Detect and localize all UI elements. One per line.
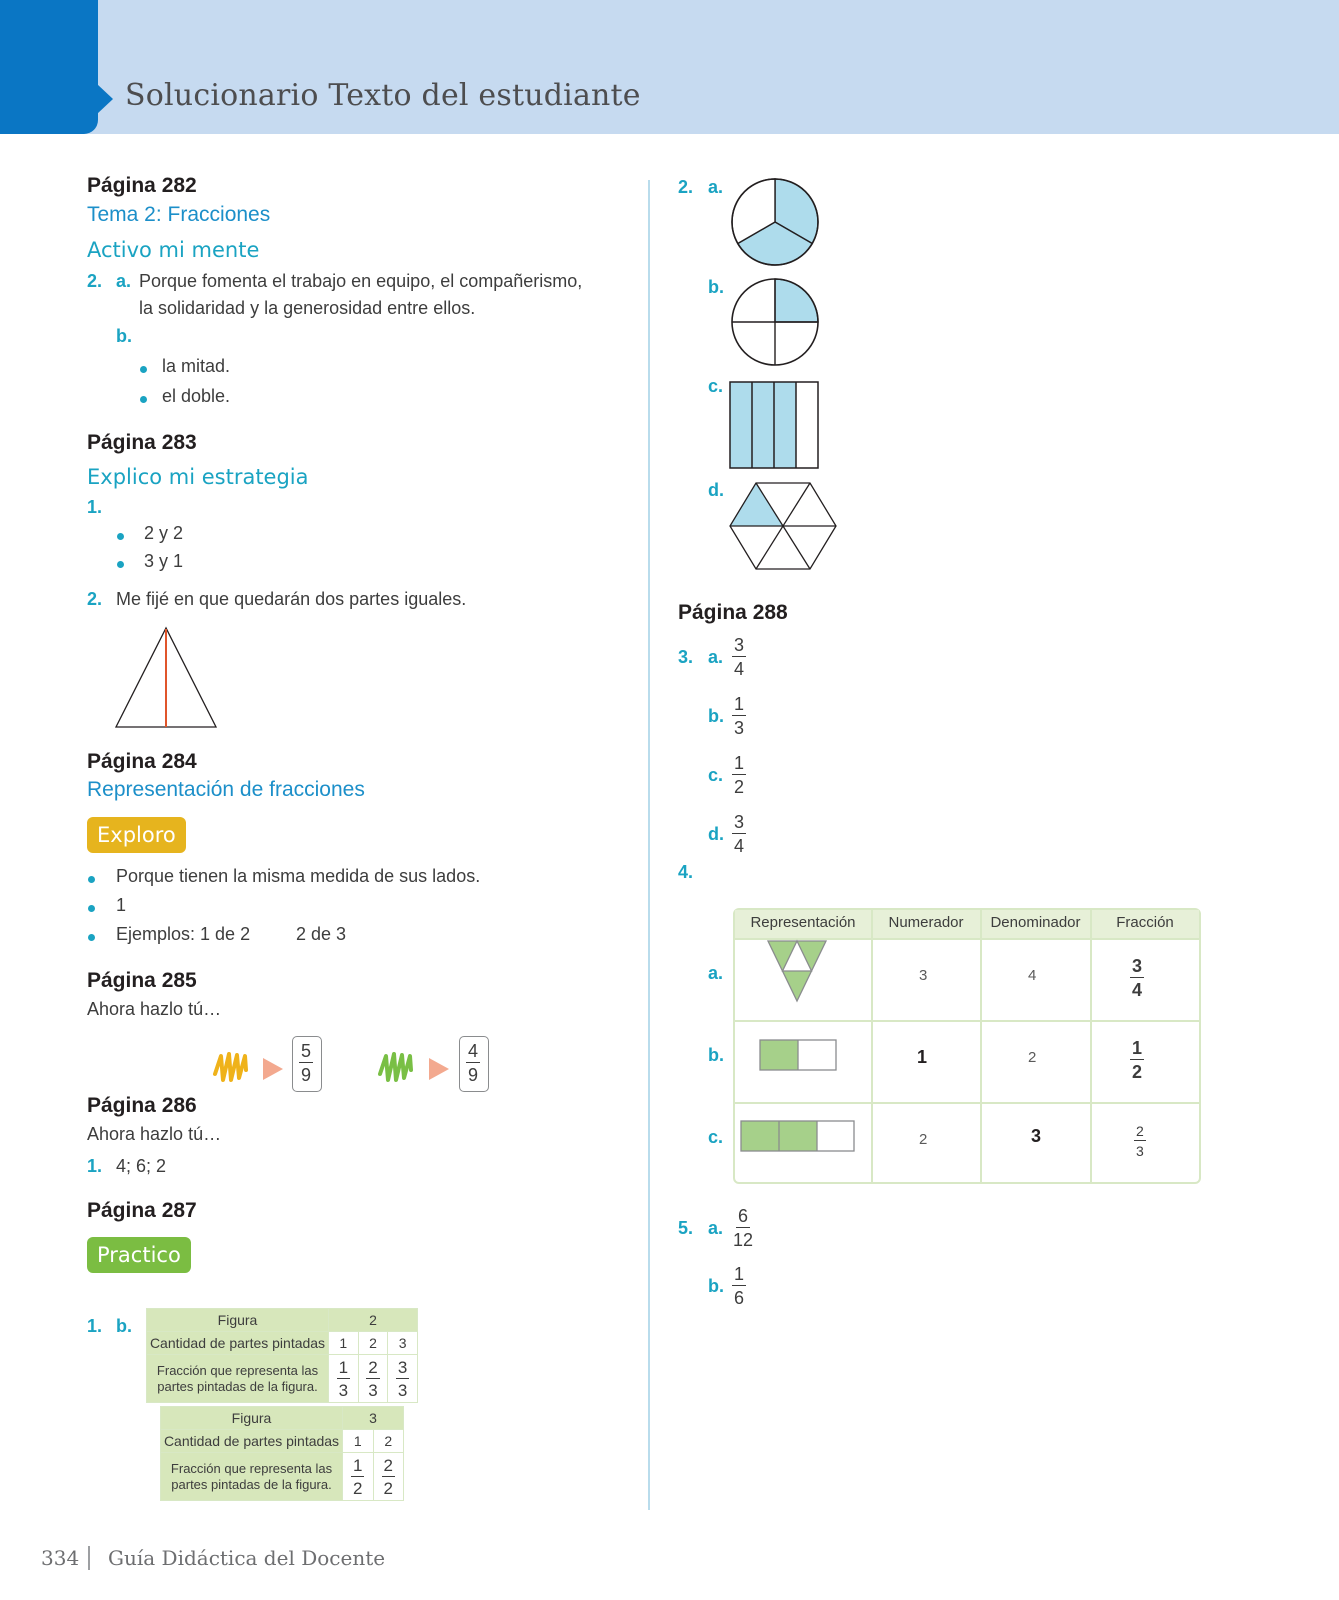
question-number: 1.: [87, 1316, 103, 1336]
hexagon-sixths-figure: [729, 481, 839, 575]
table-header-cell: Denominador: [990, 914, 1081, 931]
item-label: b.: [116, 1316, 132, 1336]
table-header-cell: Figura: [147, 1309, 329, 1332]
subtitle: Ahora hazlo tú…: [87, 999, 222, 1019]
bullet-text-extra: 2 de 3: [296, 924, 347, 944]
rectangle-quarters-figure: [729, 381, 819, 471]
table-header-cell: Fracción: [1116, 914, 1174, 931]
item-label: b.: [708, 277, 724, 297]
table-row-label: Fracción que representa las partes pintadas de la figura.: [147, 1355, 329, 1403]
page-heading-287: Página 287: [87, 1199, 197, 1222]
question-number: 2.: [678, 177, 694, 197]
bullet-text: 2 y 2: [144, 523, 184, 543]
bullet-text: Porque tienen la misma medida de sus lados.: [116, 866, 481, 886]
bullet-icon: [140, 366, 147, 373]
bullet-text: la mitad.: [162, 356, 231, 376]
fraction: $\frac{5}{9}$: [301, 1041, 312, 1085]
item-label: b.: [116, 326, 132, 346]
rectangle-halves-figure: [759, 1039, 839, 1073]
table-cell: 3: [1031, 1126, 1042, 1146]
subtitle: Ahora hazlo tú…: [87, 1124, 222, 1144]
table-cell: 2: [1028, 1049, 1037, 1066]
fraction: $\frac{1}{6}$: [734, 1264, 745, 1308]
footer-separator: [88, 1546, 90, 1570]
topic-title: Tema 2: Fracciones: [87, 203, 271, 226]
page-heading-282: Página 282: [87, 174, 197, 197]
bullet-text: 1: [116, 895, 127, 915]
page-heading-284: Página 284: [87, 750, 197, 773]
table-cell: 2: [373, 1430, 404, 1453]
table-header-cell: Representación: [750, 914, 856, 931]
answer-text: la solidaridad y la generosidad entre ellos.: [139, 298, 476, 318]
question-number: 1.: [87, 497, 103, 517]
fraction: $\frac{1}{2}$: [1132, 1038, 1143, 1082]
item-label: a.: [116, 271, 132, 291]
fraction: $\frac{2}{3}$: [1136, 1123, 1144, 1159]
table-cell: 2: [358, 1332, 388, 1355]
table-row-label: Cantidad de partes pintadas: [147, 1332, 329, 1355]
page-heading-286: Página 286: [87, 1094, 197, 1117]
bullet-icon: [88, 876, 95, 883]
bullet-text: Ejemplos: 1 de 2: [116, 924, 251, 944]
page-heading-288: Página 288: [678, 601, 788, 624]
header-tab: [0, 0, 98, 134]
item-label: c.: [708, 765, 724, 785]
bullet-icon: [88, 905, 95, 912]
item-label: a.: [708, 647, 724, 667]
section-activo: Activo mi mente: [87, 238, 260, 262]
item-label: d.: [708, 480, 724, 500]
item-label: b.: [708, 706, 724, 726]
fraction: $\frac{3}{4}$: [734, 812, 745, 856]
answer-text: Me fijé en que quedarán dos partes iguales.: [116, 589, 467, 609]
item-label: c.: [708, 376, 724, 396]
table-cell: 4: [1028, 967, 1037, 984]
table-cell: $\frac{2}{2}$: [373, 1453, 404, 1501]
page-title: Solucionario Texto del estudiante: [125, 78, 641, 113]
table-row-label: Cantidad de partes pintadas: [161, 1430, 343, 1453]
answer-text: 4; 6; 2: [116, 1156, 167, 1176]
header-arrow-icon: [97, 84, 113, 114]
question-number: 2.: [87, 271, 103, 291]
table-cell: 1: [329, 1332, 359, 1355]
table-cell: 3: [388, 1332, 418, 1355]
item-label: b.: [708, 1276, 724, 1296]
column-divider: [648, 180, 650, 1510]
rectangle-thirds-figure: [740, 1120, 856, 1154]
table-cell: 3: [919, 967, 928, 984]
question-number: 2.: [87, 589, 103, 609]
arrow-right-icon: [428, 1057, 450, 1081]
item-label: d.: [708, 824, 724, 844]
question-number: 3.: [678, 647, 694, 667]
footer-title: Guía Didáctica del Docente: [108, 1546, 386, 1570]
section-explico: Explico mi estrategia: [87, 465, 309, 489]
table-header-cell: Figura: [161, 1407, 343, 1430]
item-label: a.: [708, 177, 724, 197]
header-band: [0, 0, 1339, 134]
question-number: 4.: [678, 862, 694, 882]
circle-thirds-figure: [730, 177, 820, 267]
question-number: 1.: [87, 1156, 103, 1176]
table-cell: $\frac{1}{3}$: [329, 1355, 359, 1403]
table-cell: 2: [919, 1131, 928, 1148]
triangle-fourths-figure: [765, 938, 829, 1004]
circle-quarters-figure: [730, 277, 820, 367]
bullet-text: 3 y 1: [144, 551, 184, 571]
bullet-icon: [117, 561, 124, 568]
answer-text: Porque fomenta el trabajo en equipo, el compañerismo,: [139, 271, 583, 291]
scribble-yellow-icon: [212, 1050, 250, 1084]
table-cell: 1: [343, 1430, 374, 1453]
page-heading-285: Página 285: [87, 969, 197, 992]
arrow-right-icon: [262, 1057, 284, 1081]
table-cell: 1: [917, 1047, 928, 1067]
row-label: a.: [708, 963, 724, 983]
table-header-cell: 2: [329, 1309, 418, 1332]
table-cell: $\frac{2}{3}$: [358, 1355, 388, 1403]
fraction: $\frac{1}{3}$: [734, 694, 745, 738]
item-label: a.: [708, 1218, 724, 1238]
bullet-icon: [88, 934, 95, 941]
fraction-table-3: [160, 1406, 404, 1501]
bullet-icon: [117, 533, 124, 540]
fraction-table-2: [146, 1308, 418, 1403]
table-cell: $\frac{1}{2}$: [343, 1453, 374, 1501]
row-label: c.: [708, 1127, 724, 1147]
footer-page-number: 334: [41, 1546, 80, 1570]
question-number: 5.: [678, 1218, 694, 1238]
fraction: $\frac{3}{4}$: [734, 635, 745, 679]
triangle-figure: [114, 626, 218, 730]
topic-title: Representación de fracciones: [87, 778, 365, 801]
exploro-badge: Exploro: [87, 817, 186, 853]
practico-badge: Practico: [87, 1237, 191, 1273]
fraction: $\frac{6}{12}$: [733, 1206, 754, 1250]
bullet-icon: [140, 396, 147, 403]
fraction: $\frac{3}{4}$: [1132, 956, 1143, 1000]
fraction: $\frac{4}{9}$: [468, 1041, 479, 1085]
scribble-green-icon: [377, 1050, 415, 1084]
table-header-cell: Numerador: [888, 914, 964, 931]
table-cell: $\frac{3}{3}$: [388, 1355, 418, 1403]
page-heading-283: Página 283: [87, 431, 197, 454]
table-header-cell: 3: [343, 1407, 404, 1430]
row-label: b.: [708, 1045, 724, 1065]
table-row-label: Fracción que representa las partes pintadas de la figura.: [161, 1453, 343, 1501]
fraction: $\frac{1}{2}$: [734, 753, 745, 797]
bullet-text: el doble.: [162, 386, 231, 406]
